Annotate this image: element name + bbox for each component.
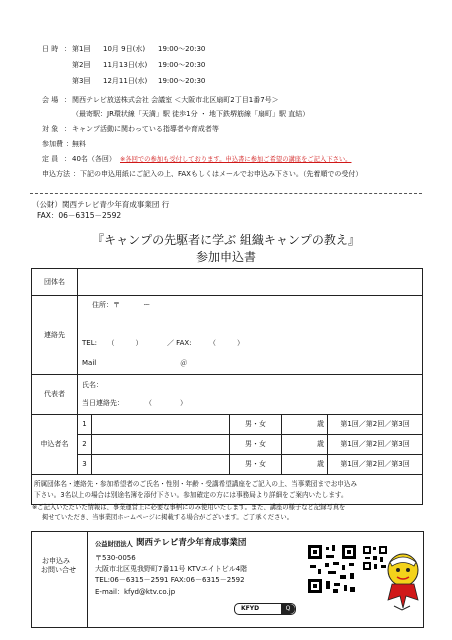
age-field[interactable]: 歳 bbox=[282, 455, 328, 475]
session-select[interactable]: 第1回／第2回／第3回 bbox=[328, 455, 423, 475]
addressee-line1: （公財）関西テレビ青少年育成事業団 行 bbox=[32, 200, 170, 209]
mascot-icon bbox=[384, 550, 422, 612]
session-select[interactable]: 第1回／第2回／第3回 bbox=[328, 415, 423, 435]
org-email[interactable]: E-mail：kfyd@ktv.co.jp bbox=[95, 588, 176, 596]
venue-line1: 関西テレビ放送株式会社 会議室 ＜大阪市北区扇町2丁目1番7号＞ bbox=[72, 96, 279, 104]
contact-divider bbox=[87, 532, 88, 627]
privacy-note-line1: ※ご記入いただいた情報は、事業運営上に必要な事柄にのみ使用いたします。また、講座の様子など記録写真を bbox=[32, 504, 346, 511]
addressee-fax: FAX：06－6315－2592 bbox=[37, 211, 122, 220]
cut-line bbox=[30, 193, 422, 194]
group-name-field[interactable] bbox=[78, 269, 423, 296]
venue-line2: （最寄駅：JR環状線「天満」駅 徒歩1分 ・ 地下鉄堺筋線「扇町」駅 直結） bbox=[72, 110, 310, 118]
org-name: 関西テレビ青少年育成事業団 bbox=[136, 538, 247, 548]
org-tel-fax: TEL:06－6315－2591 FAX:06－6315－2592 bbox=[95, 576, 245, 584]
contact-box bbox=[31, 531, 424, 628]
capacity-text: 40名（各回） bbox=[72, 155, 116, 163]
representative-label: 代表者 bbox=[32, 375, 78, 415]
form-title: 『キャンプの先駆者に学ぶ 組織キャンプの教え』 bbox=[92, 233, 360, 247]
mail-field[interactable]: Mail ＠ bbox=[82, 359, 188, 367]
privacy-note-line2: 掲せていただき、当事業団ホームページに掲載する場合がございます。ご了承ください。 bbox=[42, 514, 293, 521]
applicant-name-field[interactable] bbox=[92, 455, 230, 475]
applicant-row-2: 2 男・女 歳 第1回／第2回／第3回 bbox=[32, 435, 423, 455]
target-label: 対 象 bbox=[42, 125, 59, 133]
contact-label-apply: お申込み bbox=[42, 557, 70, 565]
rep-name-field[interactable]: 氏名： bbox=[82, 381, 103, 389]
gender-select[interactable]: 男・女 bbox=[230, 455, 282, 475]
apply-text: 下記の申込用紙にご記入の上、FAXもしくはメールでお申込み下さい。（先着順での受付） bbox=[80, 170, 363, 178]
representative-field[interactable] bbox=[78, 375, 423, 415]
age-field[interactable]: 歳 bbox=[282, 415, 328, 435]
capacity-label: 定 員 bbox=[42, 155, 59, 163]
fee-label: 参加費 bbox=[42, 140, 63, 148]
address-field[interactable]: 住所：〒 ー bbox=[92, 301, 151, 309]
capacity-note: ※各回での参加も受付しております。申込書に参加ご希望の講座をご記入下さい。 bbox=[120, 156, 352, 163]
schedule-label: 日 時 bbox=[42, 45, 59, 53]
venue-label: 会 場 bbox=[42, 96, 59, 104]
form-instructions: 所属団体名・連絡先・参加希望者のご氏名・性別・年齢・受講希望講座をご記入の上、当事業団までお申込み 下さい。3名以上の場合は別途名簿を添付下さい。参加確定の方には事務局より詳細をご案内いたします。 bbox=[32, 475, 423, 505]
org-address: 大阪市北区兎我野町7番11号 KTVエイトビル4階 bbox=[95, 565, 248, 573]
applicant-label: 申込者名 bbox=[32, 415, 78, 475]
session-select[interactable]: 第1回／第2回／第3回 bbox=[328, 435, 423, 455]
target-text: キャンプ活動に関わっている指導者や育成者等 bbox=[72, 125, 219, 133]
gender-select[interactable]: 男・女 bbox=[230, 415, 282, 435]
group-name-label: 団体名 bbox=[32, 269, 78, 296]
applicant-name-field[interactable] bbox=[92, 415, 230, 435]
schedule-label-colon: ： bbox=[64, 45, 71, 53]
contact-field[interactable] bbox=[78, 296, 423, 375]
org-prefix: 公益財団法人 bbox=[95, 541, 133, 548]
contact-label-inquiry: お問い合せ bbox=[41, 566, 76, 574]
search-icon[interactable]: Q bbox=[281, 604, 295, 614]
applicant-row-3: 3 男・女 歳 第1回／第2回／第3回 bbox=[32, 455, 423, 475]
postal-code: 〒530-0056 bbox=[95, 554, 136, 562]
search-box-text: KFYD bbox=[241, 605, 260, 612]
tel-fax-field[interactable]: TEL: （ ） ／ FAX: （ ） bbox=[82, 339, 245, 347]
search-box[interactable] bbox=[234, 603, 296, 615]
applicant-name-field[interactable] bbox=[92, 435, 230, 455]
application-form bbox=[31, 268, 423, 505]
apply-label: 申込方法 bbox=[42, 170, 70, 178]
form-subtitle: 参加申込書 bbox=[195, 250, 256, 264]
applicant-row-1: 申込者名 1 男・女 歳 第1回／第2回／第3回 bbox=[32, 415, 423, 435]
rep-day-contact-field[interactable]: 当日連絡先： （ ） bbox=[82, 399, 187, 407]
fee-text: 無料 bbox=[72, 140, 86, 148]
gender-select[interactable]: 男・女 bbox=[230, 435, 282, 455]
age-field[interactable]: 歳 bbox=[282, 435, 328, 455]
contact-label: 連絡先 bbox=[32, 296, 78, 375]
qr-code-icon[interactable] bbox=[306, 543, 358, 595]
